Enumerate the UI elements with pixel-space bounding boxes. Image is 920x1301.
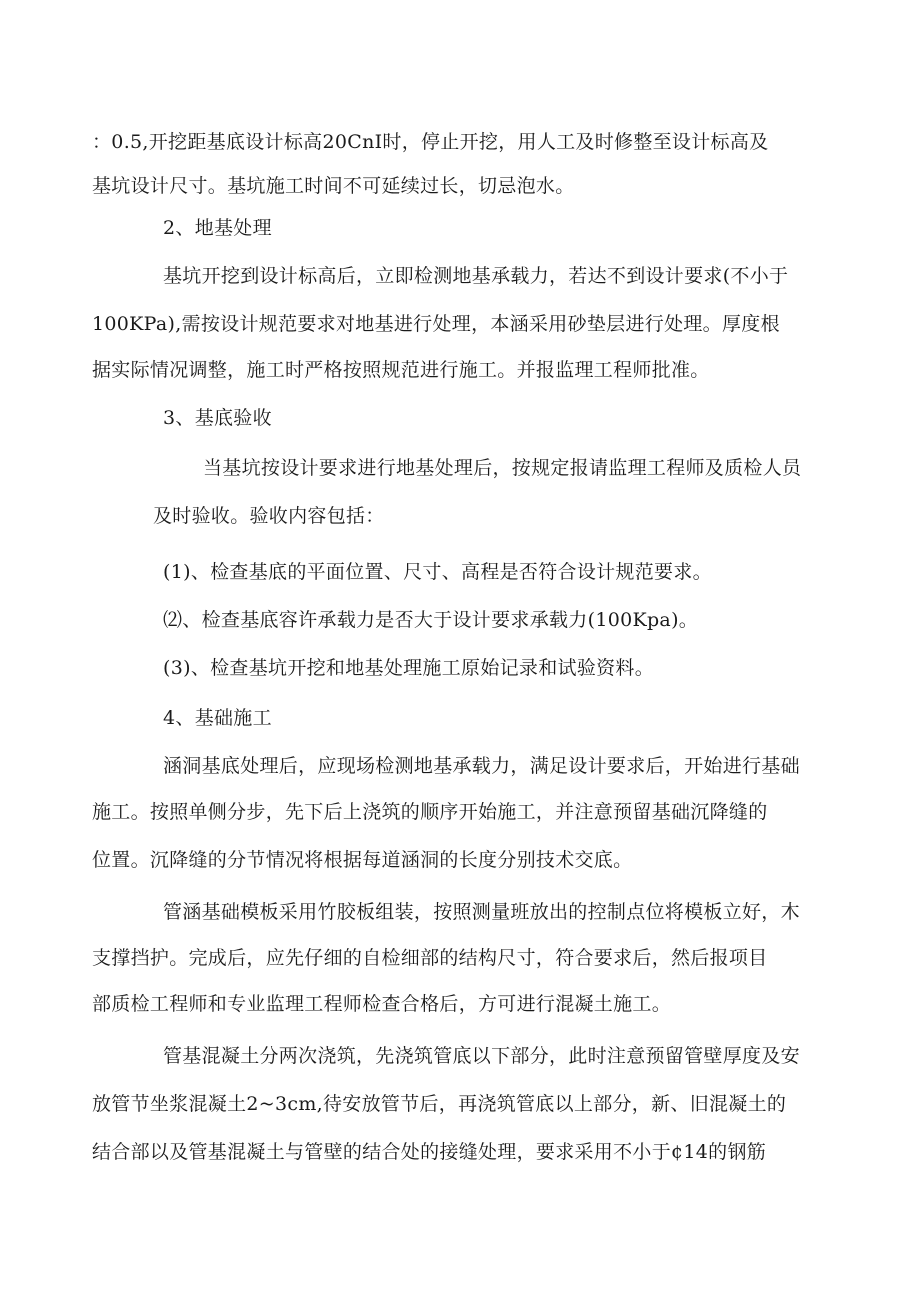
text-line: 当基坑按设计要求进行地基处理后，按规定报请监理工程师及质检人员 — [203, 457, 802, 479]
list-item: (3)、检查基坑开挖和地基处理施工原始记录和试验资料。 — [163, 657, 655, 679]
text-line: 结合部以及管基混凝土与管壁的结合处的接缝处理，要求采用不小于¢14的钢筋 — [92, 1141, 767, 1163]
text-line: ：0.5,开挖距基底设计标高20CnI时，停止开挖，用人工及时修整至设计标高及 — [92, 131, 769, 153]
text-line: 基坑设计尺寸。基坑施工时间不可延续过长，切忌泡水。 — [92, 175, 575, 197]
list-item: (1)、检查基底的平面位置、尺寸、高程是否符合设计规范要求。 — [163, 561, 712, 583]
text-line: 据实际情况调整，施工时严格按照规范进行施工。并报监理工程师批准。 — [92, 359, 710, 381]
text-line: 施工。按照单侧分步，先下后上浇筑的顺序开始施工，并注意预留基础沉降缝的 — [92, 801, 768, 823]
text-line: 管涵基础模板采用竹胶板组装，按照测量班放出的控制点位将模板立好，木 — [163, 901, 800, 923]
text-line: 位置。沉降缝的分节情况将根据每道涵洞的长度分别技术交底。 — [92, 849, 633, 871]
section-heading: 4、基础施工 — [163, 707, 272, 729]
text-line: 支撑挡护。完成后，应先仔细的自检细部的结构尺寸，符合要求后，然后报项目 — [92, 947, 768, 969]
text-line: 部质检工程师和专业监理工程师检查合格后，方可进行混凝土施工。 — [92, 993, 672, 1015]
section-heading: 2、地基处理 — [163, 217, 272, 239]
text-line: 100KPa),需按设计规范要求对地基进行处理，本涵采用砂垫层进行处理。厚度根 — [92, 313, 780, 335]
text-line: 放管节坐浆混凝土2~3cm,待安放管节后，再浇筑管底以上部分，新、旧混凝土的 — [92, 1093, 787, 1115]
text-line: 及时验收。验收内容包括： — [153, 505, 385, 527]
text-line: 管基混凝土分两次浇筑，先浇筑管底以下部分，此时注意预留管壁厚度及安 — [163, 1045, 800, 1067]
list-item: ⑵、检查基底容许承载力是否大于设计要求承载力(100Kpa)。 — [163, 609, 699, 631]
section-heading: 3、基底验收 — [163, 407, 272, 429]
text-line: 涵洞基底处理后，应现场检测地基承载力，满足设计要求后，开始进行基础 — [163, 755, 800, 777]
text-line: 基坑开挖到设计标高后，立即检测地基承载力，若达不到设计要求(不小于 — [163, 265, 789, 287]
